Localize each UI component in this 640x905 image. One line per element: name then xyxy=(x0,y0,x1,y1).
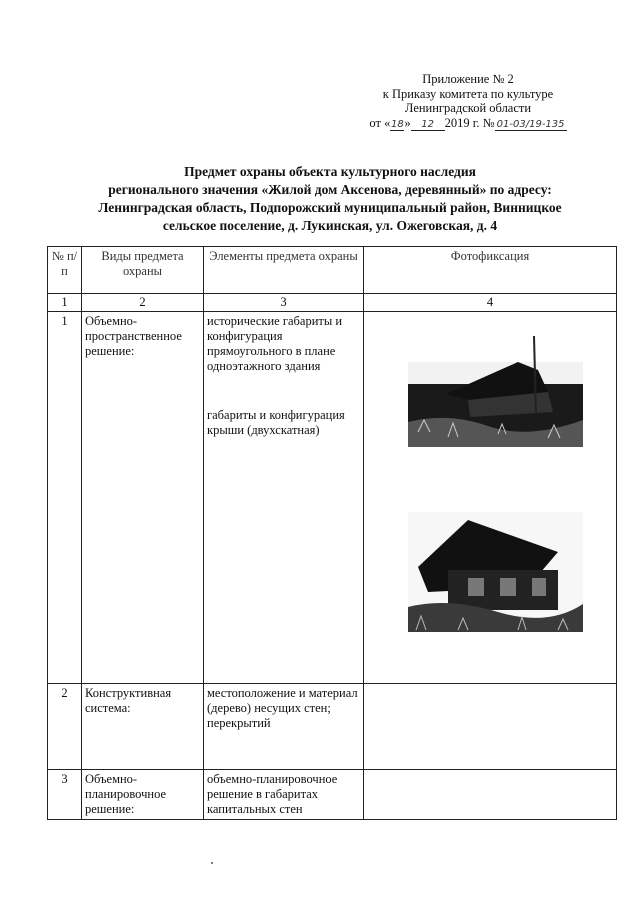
header-photo: Фотофиксация xyxy=(364,247,617,294)
order-date-line: от «18» 12 2019 г. № 01-03/19-135 xyxy=(368,116,568,131)
house-photo-1 xyxy=(408,322,583,447)
header-num: № п/п xyxy=(48,247,82,294)
appendix-block xyxy=(368,72,568,131)
table-row: 2 Конструктивная система: местоположение и материал (дерево) несущих стен; перекрытий xyxy=(48,684,617,770)
order-day: 18 xyxy=(390,118,404,130)
header-type: Виды предмета охраны xyxy=(82,247,204,294)
house-photo-2 xyxy=(408,512,583,632)
table-row: 1 Объемно-пространственное решение: исторические габариты и конфигурация прямоугольного в плане одноэтажного здания габариты и конфигурация крыши (двухскатная) xyxy=(48,312,617,684)
scan-speck xyxy=(211,862,213,864)
appendix-region: Ленинградской области xyxy=(404,101,532,115)
photo-cell xyxy=(364,312,617,684)
table-row: 3 Объемно-планировочное решение: объемно-планировочное решение в габаритах капитальных стен xyxy=(48,770,617,820)
table-header-row xyxy=(48,247,617,294)
order-number: 01-03/19-135 xyxy=(495,119,567,131)
appendix-title: Приложение № 2 xyxy=(422,72,514,86)
document-title: Предмет охраны объекта культурного наследия регионального значения «Жилой дом Аксенова, деревянный» по адресу: Ленинградская область, Подпорожский муниципальный район, Винницкое сельское поселение, д. Лукинская, ул. Ожеговская, д. 4 xyxy=(98,164,562,233)
order-month: 12 xyxy=(411,119,445,131)
header-elements: Элементы предмета охраны xyxy=(204,247,364,294)
appendix-order-ref: к Приказу комитета по культуре xyxy=(382,86,554,101)
protection-table xyxy=(47,246,617,820)
column-number-row: 1 2 3 4 xyxy=(48,294,617,312)
